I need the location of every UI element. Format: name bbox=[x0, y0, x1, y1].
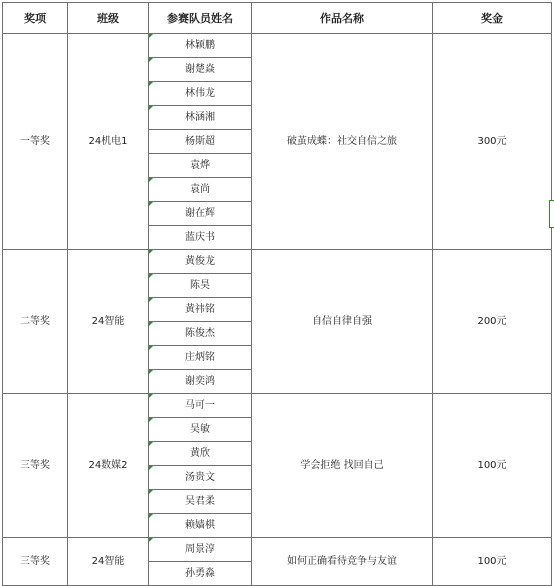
table-row bbox=[3, 250, 552, 274]
member-cell: 林颖鹏 bbox=[149, 34, 252, 58]
member-cell: 陈俊杰 bbox=[149, 322, 252, 346]
class-cell: 24智能 bbox=[68, 538, 149, 586]
header-work: 作品名称 bbox=[252, 3, 433, 34]
member-cell: 黄欣 bbox=[149, 442, 252, 466]
header-class: 班级 bbox=[68, 3, 149, 34]
header-prize: 奖金 bbox=[433, 3, 552, 34]
member-cell: 谢奕鸿 bbox=[149, 370, 252, 394]
member-cell: 黄祎铭 bbox=[149, 298, 252, 322]
prize-cell: 300元 bbox=[433, 34, 552, 250]
member-cell: 赖嫱棋 bbox=[149, 514, 252, 538]
member-cell: 谢楚焱 bbox=[149, 58, 252, 82]
member-cell: 谢在辉 bbox=[149, 202, 252, 226]
prize-cell: 200元 bbox=[433, 250, 552, 394]
awards-table bbox=[2, 2, 552, 586]
prize-cell: 100元 bbox=[433, 538, 552, 586]
member-cell: 黄俊龙 bbox=[149, 250, 252, 274]
member-cell: 蓝庆书 bbox=[149, 226, 252, 250]
member-cell: 孙勇淼 bbox=[149, 562, 252, 586]
selection-edge-marker bbox=[549, 200, 554, 228]
award-cell: 三等奖 bbox=[3, 394, 68, 538]
table-row bbox=[3, 538, 552, 562]
work-cell: 破茧成蝶：社交自信之旅 bbox=[252, 34, 433, 250]
member-cell: 杨斯超 bbox=[149, 130, 252, 154]
table-row bbox=[3, 34, 552, 58]
award-cell: 三等奖 bbox=[3, 538, 68, 586]
award-cell: 二等奖 bbox=[3, 250, 68, 394]
work-cell: 学会拒绝 找回自己 bbox=[252, 394, 433, 538]
member-cell: 陈昊 bbox=[149, 274, 252, 298]
member-cell: 汤贵文 bbox=[149, 466, 252, 490]
member-cell: 庄炳铭 bbox=[149, 346, 252, 370]
member-cell: 林伟龙 bbox=[149, 82, 252, 106]
header-members: 参赛队员姓名 bbox=[149, 3, 252, 34]
work-cell: 如何正确看待竞争与友谊 bbox=[252, 538, 433, 586]
award-cell: 一等奖 bbox=[3, 34, 68, 250]
class-cell: 24机电1 bbox=[68, 34, 149, 250]
class-cell: 24智能 bbox=[68, 250, 149, 394]
prize-cell: 100元 bbox=[433, 394, 552, 538]
header-award: 奖项 bbox=[3, 3, 68, 34]
member-cell: 周景淳 bbox=[149, 538, 252, 562]
member-cell: 林涵湘 bbox=[149, 106, 252, 130]
member-cell: 吴君柔 bbox=[149, 490, 252, 514]
member-cell: 袁尚 bbox=[149, 178, 252, 202]
member-cell: 马可一 bbox=[149, 394, 252, 418]
table-row bbox=[3, 394, 552, 418]
class-cell: 24数媒2 bbox=[68, 394, 149, 538]
work-cell: 自信自律自强 bbox=[252, 250, 433, 394]
member-cell: 袁烨 bbox=[149, 154, 252, 178]
member-cell: 吴敏 bbox=[149, 418, 252, 442]
header-row bbox=[3, 3, 552, 34]
